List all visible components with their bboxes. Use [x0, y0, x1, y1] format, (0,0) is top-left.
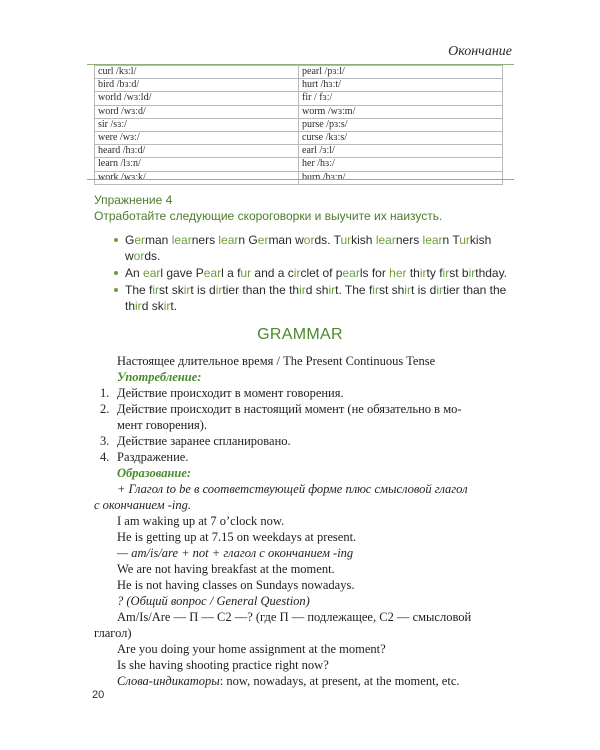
table-row	[95, 171, 503, 184]
table-cell: heard /hɜːd/	[95, 145, 299, 158]
highlighted-sound: er	[257, 233, 269, 247]
highlighted-sound: lear	[422, 233, 443, 247]
markers-text: : now, nowadays, at present, at the moment, etc.	[219, 674, 460, 688]
text-segment: t. The f	[335, 283, 373, 297]
highlighted-sound: ear	[342, 266, 360, 280]
table-cell: world /wɜːld/	[95, 92, 299, 105]
usage-number: 2.	[100, 402, 110, 416]
text-segment: man w	[268, 233, 304, 247]
example-sentence: I am waking up at 7 o’clock now.	[117, 514, 285, 528]
table-divider	[87, 179, 514, 180]
example-sentence: He is not having classes on Sundays nowadays.	[117, 578, 355, 592]
table-cell: bird /bɜːd/	[95, 79, 299, 92]
text-segment: tier than the th	[222, 283, 300, 297]
table-cell: curl /kɜːl/	[95, 66, 299, 79]
formation-label: Образование:	[117, 466, 192, 480]
table-cell: purse /pɜːs/	[299, 118, 503, 131]
highlighted-sound: er	[134, 233, 146, 247]
affirmative-rule-cont: с окончанием -ing.	[94, 498, 192, 512]
text-segment: st sh	[378, 283, 405, 297]
page-header	[0, 44, 600, 64]
highlighted-sound: ir	[436, 283, 443, 297]
highlighted-sound: ur	[240, 266, 252, 280]
usage-item: Действие происходит в момент говорения.	[117, 386, 344, 400]
highlighted-sound: ir	[328, 283, 336, 297]
exercise-title: Упражнение 4	[94, 193, 173, 207]
highlighted-sound: ir	[152, 283, 160, 297]
table-cell: sir /sɜː/	[95, 118, 299, 131]
table-cell: earl /ɜːl/	[299, 145, 503, 158]
table-cell: learn /lɜːn/	[95, 158, 299, 171]
table-row	[95, 66, 503, 79]
highlighted-sound: ear	[143, 266, 161, 280]
tongue-twister	[114, 232, 514, 264]
text-segment: ners	[395, 233, 423, 247]
markers-label: Слова-индикаторы	[117, 674, 220, 688]
highlighted-sound: ir	[468, 266, 476, 280]
usage-number: 4.	[100, 450, 110, 464]
grammar-heading: GRAMMAR	[257, 326, 343, 343]
highlighted-sound: lear	[171, 233, 192, 247]
table-cell: pearl /pɜːl/	[299, 66, 503, 79]
text-segment: n G	[238, 233, 258, 247]
table-cell: burn /bɜːn/	[299, 171, 503, 184]
text-segment: d sk	[141, 299, 164, 313]
example-sentence: Are you doing your home assignment at the moment?	[117, 642, 386, 656]
example-sentence: We are not having breakfast at the moment.	[117, 562, 335, 576]
affirmative-rule: + Глагол to be в соответствующей форме плюс смысловой глагол	[117, 482, 468, 496]
highlighted-sound: her	[389, 266, 407, 280]
highlighted-sound: ir	[299, 283, 306, 297]
text-segment: man	[145, 233, 172, 247]
table-cell: hurt /hɜːt/	[299, 79, 503, 92]
text-segment: ty f	[426, 266, 443, 280]
markers-line	[117, 673, 460, 689]
table-cell: worm /wɜːm/	[299, 105, 503, 118]
highlighted-sound: ear	[203, 266, 222, 280]
text-segment: kish w	[125, 233, 492, 263]
text-segment: An	[125, 266, 144, 280]
text-segment: t.	[170, 299, 178, 313]
highlighted-sound: ur	[459, 233, 470, 247]
text-segment: d sh	[305, 283, 329, 297]
highlighted-sound: or	[133, 249, 145, 263]
text-segment: t is d	[190, 283, 216, 297]
table-cell: curse /kɜːs/	[299, 132, 503, 145]
usage-number: 3.	[100, 434, 110, 448]
table-row	[95, 79, 503, 92]
text-segment: ners	[191, 233, 219, 247]
highlighted-sound: ir	[135, 299, 142, 313]
text-segment: thday.	[475, 266, 508, 280]
text-segment: ds.	[144, 249, 161, 263]
highlighted-sound: or	[303, 233, 315, 247]
table-row	[95, 145, 503, 158]
tense-title: Настоящее длительное время / The Present Continuous Tense	[117, 354, 436, 368]
question-formula-cont: глагол)	[94, 626, 132, 640]
text-segment: G	[125, 233, 135, 247]
highlighted-sound: lear	[218, 233, 239, 247]
table-row	[95, 105, 503, 118]
text-segment: ls for	[359, 266, 390, 280]
highlighted-sound: ir	[442, 266, 450, 280]
table-cell: work /wɜːk/	[95, 171, 299, 184]
highlighted-sound: ir	[419, 266, 427, 280]
table-row	[95, 132, 503, 145]
highlighted-sound: ir	[215, 283, 223, 297]
text-segment: and a c	[251, 266, 294, 280]
text-segment: clet of p	[300, 266, 343, 280]
usage-item: Действие происходит в настоящий момент (не обязательно в мо-	[117, 402, 462, 416]
highlighted-sound: ir	[372, 283, 379, 297]
usage-label: Употребление:	[117, 370, 202, 384]
table-row	[95, 118, 503, 131]
usage-item: Раздражение.	[117, 450, 189, 464]
text-segment: th	[406, 266, 420, 280]
text-segment: st b	[449, 266, 469, 280]
section-title: Окончание	[448, 44, 512, 59]
table-row	[95, 158, 503, 171]
table-cell: word /wɜːd/	[95, 105, 299, 118]
tongue-twister	[114, 282, 514, 314]
highlighted-sound: lear	[375, 233, 396, 247]
text-segment: tier than the th	[125, 283, 507, 313]
highlighted-sound: ir	[183, 283, 191, 297]
table-row	[95, 92, 503, 105]
text-segment: kish	[351, 233, 376, 247]
table-cell: were /wɜː/	[95, 132, 299, 145]
highlighted-sound: ir	[293, 266, 301, 280]
exercise-task: Отработайте следующие скороговорки и выучите их наизусть.	[94, 209, 443, 223]
text-segment: The f	[125, 283, 153, 297]
example-sentence: Is she having shooting practice right now?	[117, 658, 329, 672]
question-label: ? (Общий вопрос / General Question)	[117, 594, 310, 608]
tongue-twister	[114, 265, 514, 281]
table-cell: her /hɜː/	[299, 158, 503, 171]
negative-rule: — am/is/are + not + глагол с окончанием -ing	[117, 546, 354, 560]
text-segment: l a f	[221, 266, 241, 280]
pronunciation-table	[94, 65, 503, 185]
text-segment: ds. T	[314, 233, 341, 247]
highlighted-sound: ur	[340, 233, 352, 247]
usage-number: 1.	[100, 386, 110, 400]
example-sentence: He is getting up at 7.15 on weekdays at present.	[117, 530, 357, 544]
highlighted-sound: ir	[404, 283, 411, 297]
tongue-twister-list	[114, 232, 514, 315]
table-cell: fir / fɜː/	[299, 92, 503, 105]
usage-item: мент говорения).	[117, 418, 208, 432]
question-formula: Am/Is/Are — П — С2 —? (где П — подлежащее, С2 — смысловой	[117, 610, 472, 624]
usage-item: Действие заранее спланировано.	[117, 434, 291, 448]
highlighted-sound: ir	[163, 299, 171, 313]
page-number: 20	[92, 689, 105, 701]
text-segment: t is d	[410, 283, 437, 297]
text-segment: st sk	[159, 283, 184, 297]
text-segment: l gave P	[160, 266, 204, 280]
text-segment: n T	[442, 233, 460, 247]
